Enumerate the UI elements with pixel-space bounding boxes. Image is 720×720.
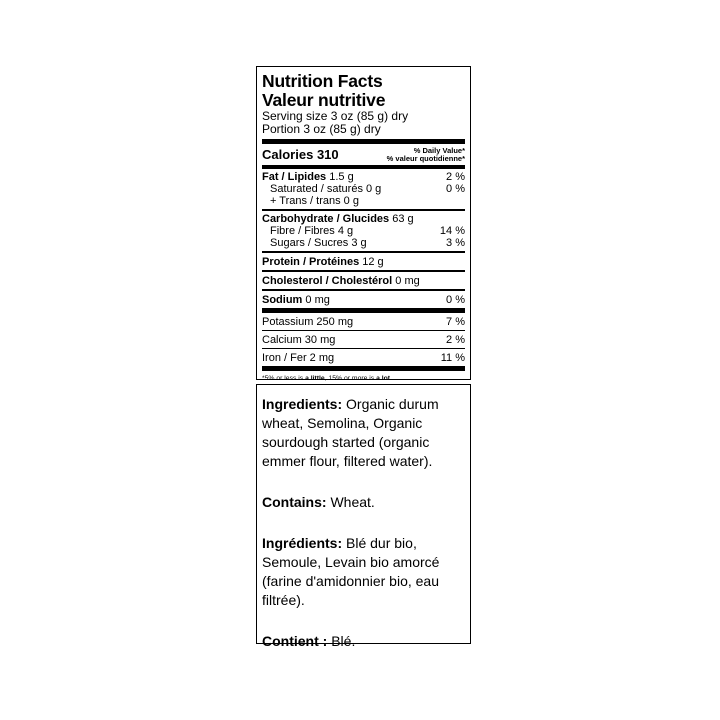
- serving-size-fr: Portion 3 oz (85 g) dry: [262, 122, 381, 136]
- sugars-dv: 3 %: [446, 237, 465, 249]
- carb-amount: 63 g: [392, 213, 414, 225]
- contient-fr-label: Contient :: [262, 633, 328, 649]
- sodium-dv: 0 %: [446, 294, 465, 306]
- cholesterol-amount: 0 mg: [395, 275, 420, 287]
- fibre-label: Fibre / Fibres 4 g: [270, 225, 354, 237]
- potassium-dv: 7 %: [446, 316, 465, 328]
- footnote-en-bold: a lot: [376, 375, 391, 382]
- calories-value: 310: [316, 147, 339, 162]
- iron-dv: 11 %: [440, 352, 465, 364]
- protein-amount: 12 g: [362, 256, 384, 268]
- potassium-row: [262, 313, 465, 330]
- cholesterol-row: [262, 272, 465, 289]
- calories: [262, 147, 339, 162]
- dv-fr: % valeur quotidienne*: [386, 153, 465, 163]
- footnote-en-bold: a little: [305, 375, 325, 382]
- ingredients-en-text: Organic durum wheat, Semolina, Organic sourdough started (organic emmer flour, filtered water).: [262, 396, 439, 469]
- ingredients-panel: [256, 384, 471, 649]
- sodium-amount: 0 mg: [305, 294, 330, 306]
- ingredients-fr: [262, 534, 465, 610]
- contains-en-text: Wheat.: [326, 494, 375, 510]
- calcium-row: [262, 331, 465, 348]
- sodium-row: [262, 291, 465, 308]
- fat-block: [262, 169, 465, 207]
- ingredients-en-label: Ingredients:: [262, 396, 343, 412]
- calcium-label: Calcium 30 mg: [262, 334, 336, 346]
- contains-en: [262, 493, 465, 512]
- carb-label: Carbohydrate / Glucides: [262, 213, 390, 225]
- sugars-label: Sugars / Sucres 3 g: [270, 237, 367, 249]
- fat-label: Fat / Lipides: [262, 171, 327, 183]
- sat-trans-dv: 0 %: [446, 183, 465, 195]
- carb-row: [262, 213, 465, 225]
- footnote-en: [262, 374, 465, 383]
- ingredients-fr-text: Blé dur bio, Semoule, Levain bio amorcé (farine d'amidonnier bio, eau filtrée).: [262, 535, 440, 608]
- footnote-en-text: , 15% or more is: [324, 375, 377, 382]
- calcium-dv: 2 %: [446, 334, 465, 346]
- protein-row: [262, 253, 465, 270]
- title-en: Nutrition Facts: [262, 71, 383, 91]
- trans-label: + Trans / trans 0 g: [270, 195, 359, 207]
- calories-row: [262, 144, 465, 165]
- fat-dv: 2 %: [446, 171, 465, 183]
- contient-fr: [262, 632, 465, 651]
- title-fr: Valeur nutritive: [262, 90, 386, 110]
- cholesterol-label: Cholesterol / Cholestérol: [262, 275, 393, 287]
- sodium-label: Sodium: [262, 294, 303, 306]
- potassium-label: Potassium 250 mg: [262, 316, 354, 328]
- daily-value-header: [387, 147, 465, 163]
- calories-label: Calories: [262, 147, 314, 162]
- footnote-en-text: *5% or less is: [262, 375, 306, 382]
- protein-label: Protein / Protéines: [262, 256, 360, 268]
- fat-amount: 1.5 g: [329, 171, 354, 183]
- fibre-row: [262, 225, 465, 237]
- fat-row: [262, 171, 465, 183]
- iron-row: [262, 349, 465, 366]
- ingredients-fr-label: Ingrédients:: [262, 535, 343, 551]
- fibre-dv: 14 %: [439, 225, 465, 237]
- nutrition-facts-panel: [256, 66, 471, 380]
- sat-trans-row: [262, 183, 465, 207]
- ingredients-en: [262, 395, 465, 471]
- divider-thick-4: [262, 366, 465, 371]
- iron-label: Iron / Fer 2 mg: [262, 352, 335, 364]
- dv-en: % Daily Value*: [413, 145, 465, 155]
- saturated-label: Saturated / saturés 0 g: [270, 183, 382, 195]
- sugars-row: [262, 237, 465, 249]
- contient-fr-text: Blé.: [327, 633, 356, 649]
- contains-en-label: Contains:: [262, 494, 327, 510]
- serving-size-en: Serving size 3 oz (85 g) dry: [262, 109, 409, 123]
- carb-block: [262, 211, 465, 249]
